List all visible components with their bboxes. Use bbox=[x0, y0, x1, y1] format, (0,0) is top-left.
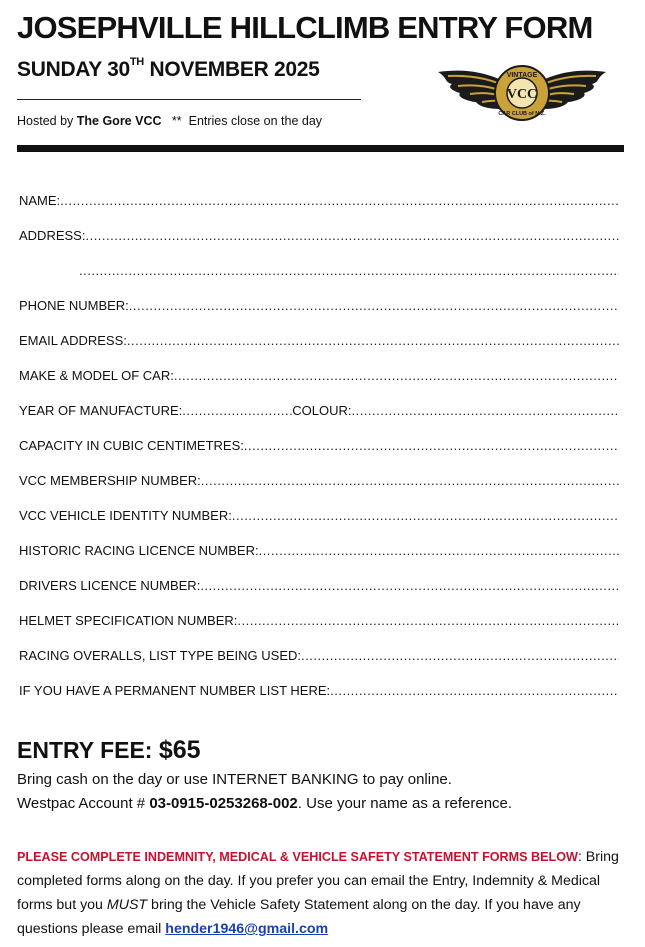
form-title: JOSEPHVILLE HILLCLIMB ENTRY FORM bbox=[17, 10, 593, 45]
make-model-field[interactable] bbox=[19, 361, 619, 383]
vcc-vehicle-id-field[interactable] bbox=[19, 501, 619, 523]
field-label: PHONE NUMBER: bbox=[19, 298, 129, 313]
entry-fee-label: ENTRY FEE: bbox=[17, 737, 159, 763]
colour-label: COLOUR: bbox=[292, 403, 352, 418]
vcc-logo bbox=[436, 62, 608, 124]
field-line bbox=[330, 683, 619, 698]
address-field[interactable] bbox=[19, 221, 619, 243]
field-line bbox=[79, 263, 619, 278]
field-label: EMAIL ADDRESS: bbox=[19, 333, 127, 348]
field-label: HELMET SPECIFICATION NUMBER: bbox=[19, 613, 238, 628]
hosted-note: ** Entries close on the day bbox=[161, 114, 323, 128]
logo-top-text: VINTAGE bbox=[506, 72, 538, 79]
field-label: NAME: bbox=[19, 193, 61, 208]
payment-instructions: Bring cash on the day or use INTERNET BANKING to pay online. bbox=[17, 771, 452, 788]
event-date bbox=[17, 58, 319, 82]
account-prefix: Westpac Account # bbox=[17, 795, 150, 812]
field-line bbox=[200, 578, 619, 593]
helmet-spec-field[interactable] bbox=[19, 606, 619, 628]
field-line bbox=[60, 193, 619, 208]
colour-line bbox=[351, 403, 619, 418]
field-label: MAKE & MODEL OF CAR: bbox=[19, 368, 174, 383]
field-label: HISTORIC RACING LICENCE NUMBER: bbox=[19, 543, 259, 558]
entry-fee-amount: $65 bbox=[158, 736, 201, 764]
date-prefix: SUNDAY 30 bbox=[17, 58, 130, 81]
field-line bbox=[127, 333, 619, 348]
field-line bbox=[174, 368, 619, 383]
notice-heading: PLEASE COMPLETE INDEMNITY, MEDICAL & VEHICLE SAFETY STATEMENT FORMS BELOW bbox=[17, 850, 578, 864]
contact-email-link[interactable]: hender1946@gmail.com bbox=[165, 921, 329, 937]
notice-must: MUST bbox=[106, 897, 148, 913]
title-underline bbox=[17, 99, 361, 100]
field-line bbox=[201, 473, 619, 488]
date-suffix: TH bbox=[129, 56, 144, 68]
field-line bbox=[244, 438, 619, 453]
permanent-number-field[interactable] bbox=[19, 676, 619, 698]
year-line bbox=[182, 403, 292, 418]
field-label: CAPACITY IN CUBIC CENTIMETRES: bbox=[19, 438, 244, 453]
entry-fee-heading bbox=[17, 736, 201, 765]
vcc-membership-field[interactable] bbox=[19, 466, 619, 488]
notice-text-1: : Bring completed forms along on the day. If you prefer you can email the Entry, Indemnity & Medical forms but you bbox=[17, 849, 619, 913]
hosted-club: The Gore VCC bbox=[76, 114, 162, 128]
field-label: IF YOU HAVE A PERMANENT NUMBER LIST HERE: bbox=[19, 683, 331, 698]
field-line bbox=[232, 508, 619, 523]
forms-notice bbox=[17, 845, 637, 941]
hosted-by-line bbox=[17, 114, 322, 128]
address-line-2-field[interactable] bbox=[19, 256, 619, 278]
field-line bbox=[129, 298, 619, 313]
header-divider bbox=[17, 145, 624, 152]
name-field[interactable] bbox=[19, 186, 619, 208]
logo-center-text: VCC bbox=[506, 87, 538, 102]
field-line bbox=[85, 228, 619, 243]
field-label: RACING OVERALLS, LIST TYPE BEING USED: bbox=[19, 648, 301, 663]
phone-number-field[interactable] bbox=[19, 291, 619, 313]
logo-bottom-text: CAR CLUB of N.Z. bbox=[498, 111, 546, 117]
date-rest: NOVEMBER 2025 bbox=[143, 58, 320, 81]
year-colour-field[interactable] bbox=[19, 396, 619, 418]
field-label: YEAR OF MANUFACTURE: bbox=[19, 403, 183, 418]
capacity-field[interactable] bbox=[19, 431, 619, 453]
field-line bbox=[237, 613, 619, 628]
field-label: VCC VEHICLE IDENTITY NUMBER: bbox=[19, 508, 232, 523]
hosted-prefix: Hosted by bbox=[17, 114, 77, 128]
bank-account-number: 03-0915-0253268-002 bbox=[149, 795, 298, 812]
notice-text-2: bring the Vehicle Safety Statement along on the day. If you have any questions please email bbox=[17, 897, 581, 937]
field-label: VCC MEMBERSHIP NUMBER: bbox=[19, 473, 201, 488]
account-suffix: . Use your name as a reference. bbox=[297, 795, 513, 812]
racing-overalls-field[interactable] bbox=[19, 641, 619, 663]
email-address-field[interactable] bbox=[19, 326, 619, 348]
field-label: DRIVERS LICENCE NUMBER: bbox=[19, 578, 201, 593]
bank-account-line bbox=[17, 795, 512, 812]
drivers-licence-field[interactable] bbox=[19, 571, 619, 593]
historic-racing-licence-field[interactable] bbox=[19, 536, 619, 558]
field-line bbox=[259, 543, 619, 558]
field-label: ADDRESS: bbox=[19, 228, 86, 243]
field-line bbox=[301, 648, 619, 663]
